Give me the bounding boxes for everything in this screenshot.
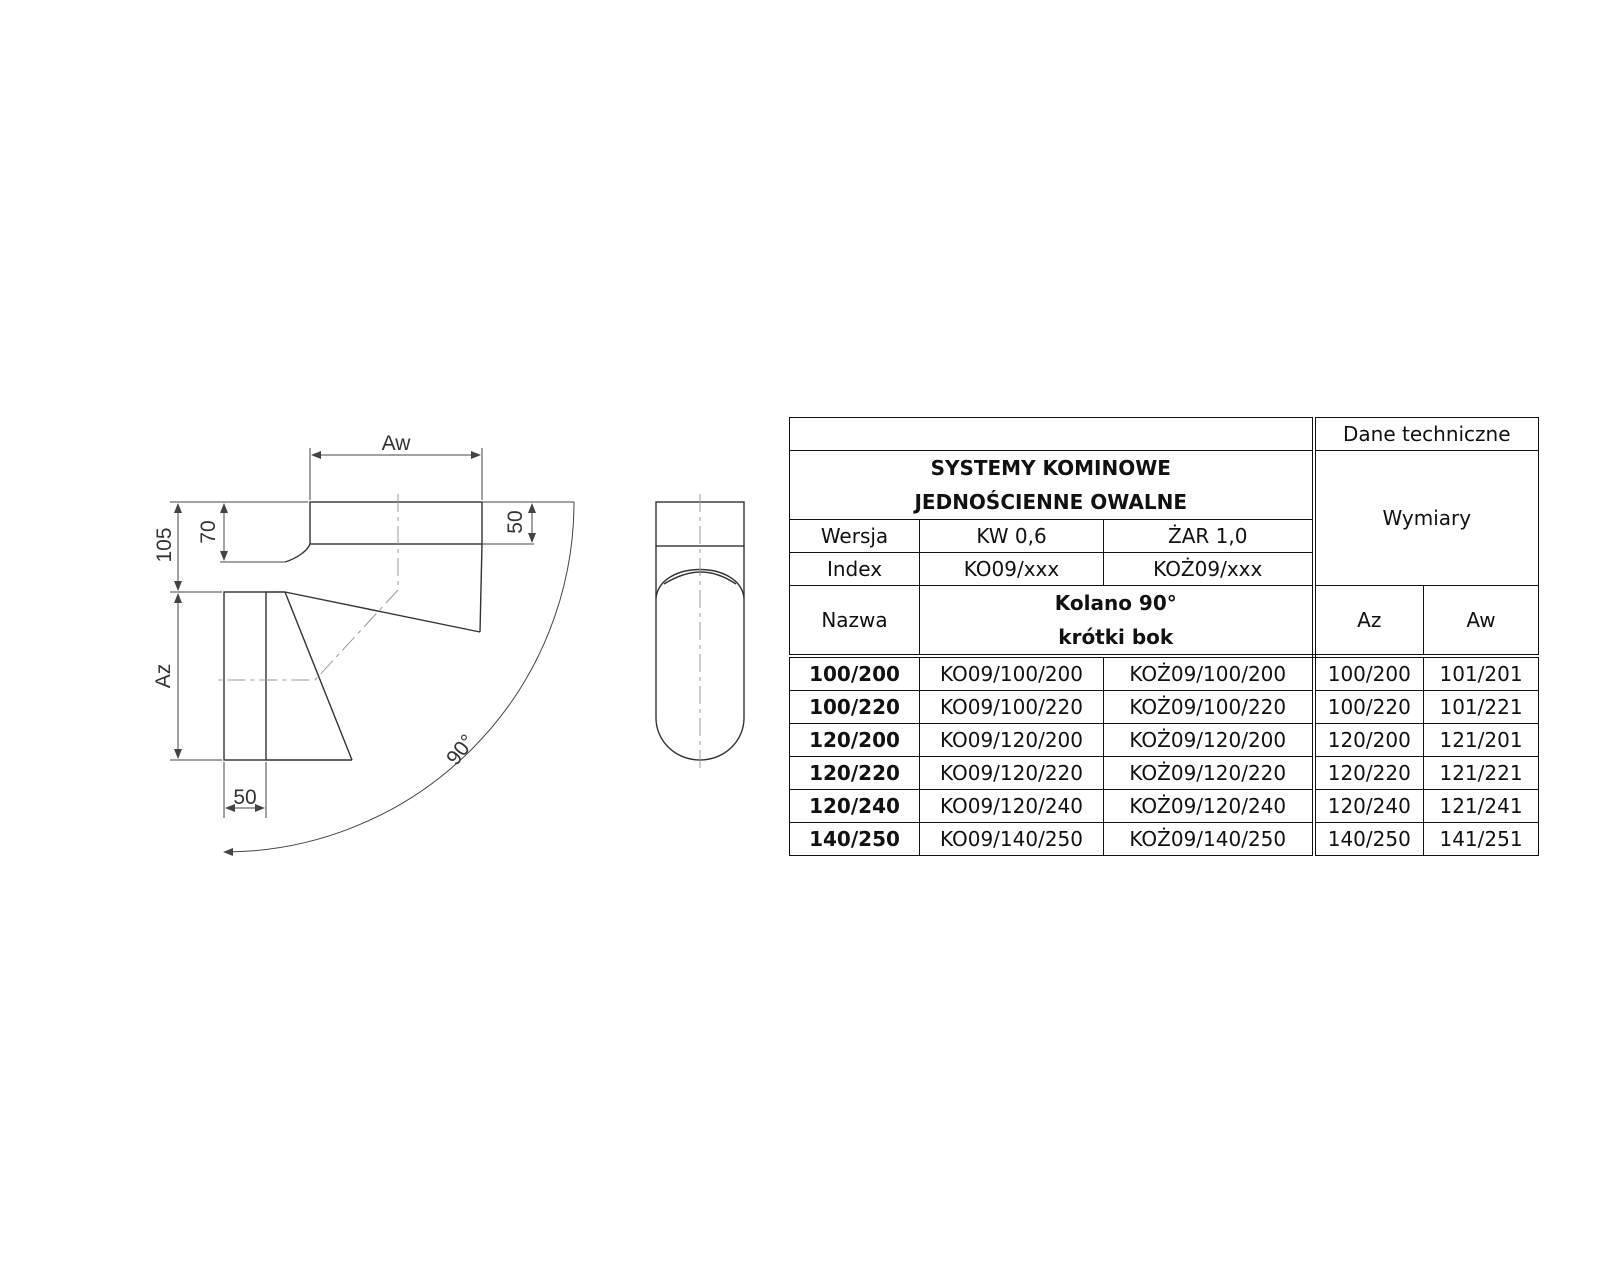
dimension-70-label: 70 — [197, 520, 220, 544]
table-row — [790, 724, 1539, 757]
row-aw: 121/241 — [1424, 790, 1539, 823]
index-zar-cell: KOŻ09/xxx — [1104, 553, 1314, 586]
row-aw: 141/251 — [1424, 823, 1539, 856]
tech-header-cell: Dane techniczne — [1314, 418, 1539, 451]
row-size: 100/200 — [790, 656, 920, 691]
table-row — [790, 823, 1539, 856]
elbow-side-view — [215, 494, 482, 760]
dimension-50-top-label: 50 — [504, 510, 527, 534]
row-az: 120/200 — [1314, 724, 1424, 757]
row-size: 120/220 — [790, 757, 920, 790]
row-size: 140/250 — [790, 823, 920, 856]
dimension-105 — [170, 502, 308, 592]
row-size: 100/220 — [790, 691, 920, 724]
row-aw: 121/221 — [1424, 757, 1539, 790]
table-blank-cell — [790, 418, 1314, 451]
version-zar-cell: ŻAR 1,0 — [1104, 520, 1314, 553]
col-az-header: Az — [1314, 586, 1424, 657]
row-az: 140/250 — [1314, 823, 1424, 856]
dimension-az — [170, 594, 222, 760]
dimension-az-label: Az — [152, 663, 175, 689]
row-kw-index: KO09/100/220 — [920, 691, 1104, 724]
version-label-cell: Wersja — [790, 520, 920, 553]
row-az: 100/220 — [1314, 691, 1424, 724]
row-zar-index: KOŻ09/100/200 — [1104, 656, 1314, 691]
index-kw-cell: KO09/xxx — [920, 553, 1104, 586]
angle-arc — [224, 502, 574, 852]
dimension-aw-label: Aw — [381, 432, 411, 455]
dimension-70 — [220, 504, 285, 562]
row-kw-index: KO09/120/240 — [920, 790, 1104, 823]
version-kw-cell: KW 0,6 — [920, 520, 1104, 553]
row-zar-index: KOŻ09/100/220 — [1104, 691, 1314, 724]
row-aw: 101/201 — [1424, 656, 1539, 691]
system-title-line2: JEDNOŚCIENNE OWALNE — [914, 490, 1188, 514]
dimension-50-bottom-label: 50 — [233, 786, 257, 809]
table-row — [790, 757, 1539, 790]
system-title-cell — [790, 451, 1314, 520]
row-zar-index: KOŻ09/140/250 — [1104, 823, 1314, 856]
product-name-line2: krótki bok — [1058, 625, 1174, 649]
row-az: 100/200 — [1314, 656, 1424, 691]
row-kw-index: KO09/120/200 — [920, 724, 1104, 757]
row-zar-index: KOŻ09/120/240 — [1104, 790, 1314, 823]
product-name-cell — [920, 586, 1314, 657]
row-az: 120/240 — [1314, 790, 1424, 823]
elbow-front-view — [656, 494, 744, 768]
row-zar-index: KOŻ09/120/200 — [1104, 724, 1314, 757]
row-kw-index: KO09/120/220 — [920, 757, 1104, 790]
row-size: 120/240 — [790, 790, 920, 823]
dimension-105-label: 105 — [153, 527, 176, 563]
row-size: 120/200 — [790, 724, 920, 757]
row-kw-index: KO09/100/200 — [920, 656, 1104, 691]
system-title-line1: SYSTEMY KOMINOWE — [930, 456, 1171, 480]
row-az: 120/220 — [1314, 757, 1424, 790]
row-aw: 101/221 — [1424, 691, 1539, 724]
product-name-line1: Kolano 90° — [1054, 591, 1177, 615]
table-row — [790, 691, 1539, 724]
angle-label: 90° — [442, 730, 480, 770]
specification-table — [789, 417, 1539, 856]
row-kw-index: KO09/140/250 — [920, 823, 1104, 856]
table-row — [790, 656, 1539, 691]
index-label-cell: Index — [790, 553, 920, 586]
col-aw-header: Aw — [1424, 586, 1539, 657]
name-label-cell: Nazwa — [790, 586, 920, 657]
dimension-50-top — [482, 502, 574, 544]
dimensions-header-cell: Wymiary — [1314, 451, 1539, 586]
system-title-row — [790, 451, 1539, 520]
row-zar-index: KOŻ09/120/220 — [1104, 757, 1314, 790]
row-aw: 121/201 — [1424, 724, 1539, 757]
table-header-row — [790, 418, 1539, 451]
name-row — [790, 586, 1539, 657]
dimension-aw — [310, 448, 482, 500]
table-row — [790, 790, 1539, 823]
